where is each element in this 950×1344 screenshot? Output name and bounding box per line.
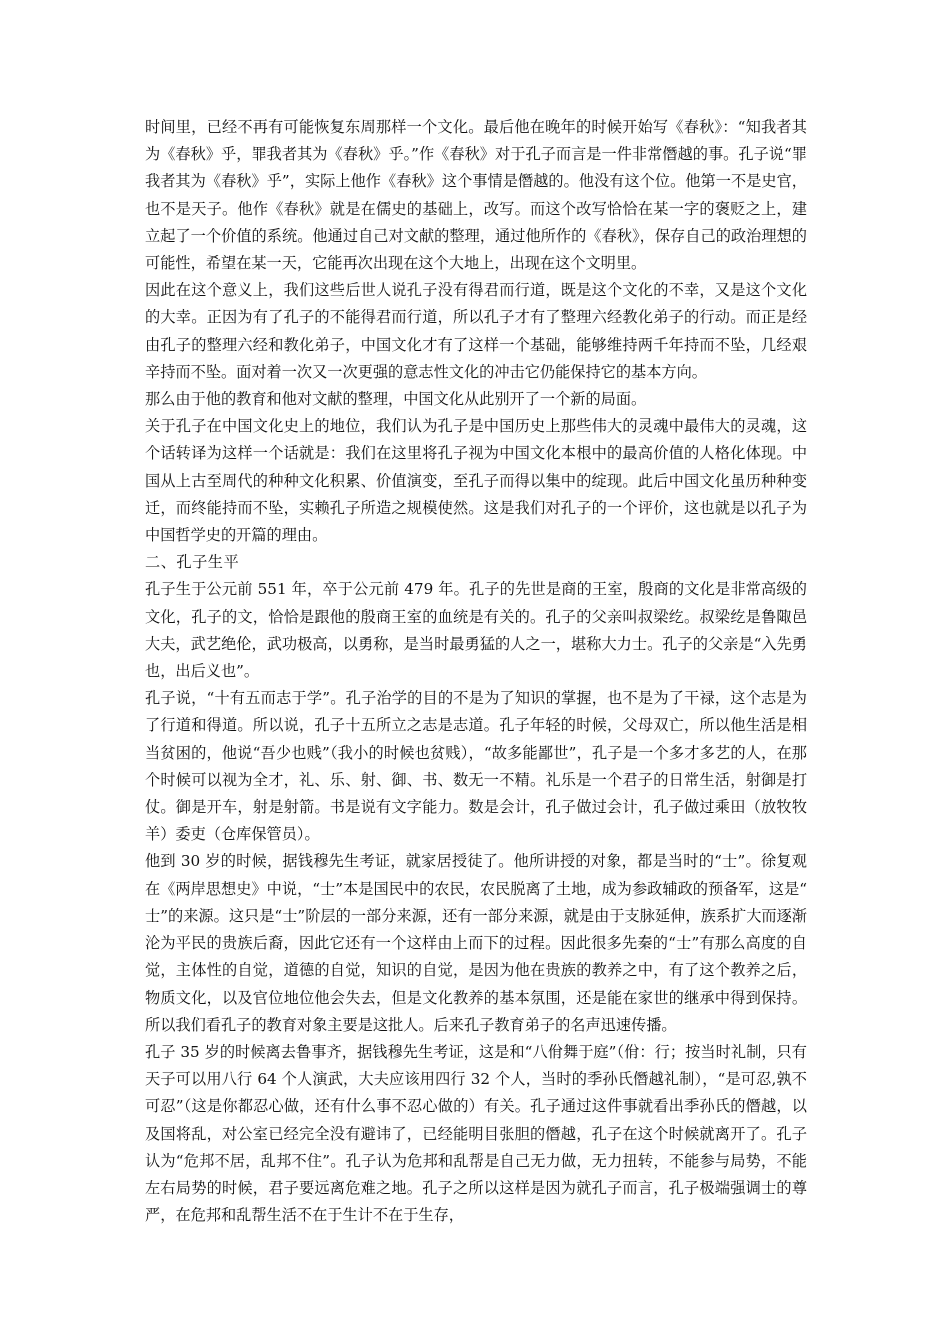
section-heading: 二、孔子生平 [145,553,240,572]
paragraph: 孔子说，“十有五而志于学”。孔子治学的目的不是为了知识的掌握，也不是为了干禄，这个志是为了行道和得道。所以说，孔子十五所立之志是志道。孔子年轻的时候，父母双亡，所以他生活是相当贫困的，他说“吾少也贱”（我小的时候也贫贱），“故多能鄙世”，孔子是一个多才多艺的人，在那个时候可以视为全才，礼、乐、射、御、书、数无一不精。礼乐是一个君子的日常生活，射御是打仗。御是开车，射是射箭。书是说有文字能力。数是会计，孔子做过会计，孔子做过乘田（放牧牧羊）委吏（仓库保管员）。 [145,689,807,844]
paragraph: 孔子生于公元前 551 年，卒于公元前 479 年。孔子的先世是商的王室，殷商的文化是非常高级的文化，孔子的文，恰恰是跟他的殷商王室的血统是有关的。孔子的父亲叫叔梁纥。叔梁纥是鲁陬邑大夫，武艺绝伦，武功极高，以勇称，是当时最勇猛的人之一，堪称大力士。孔子的父亲是“入先勇也，出后义也”。 [145,580,807,681]
paragraph: 因此在这个意义上，我们这些后世人说孔子没有得君而行道，既是这个文化的不幸，又是这个文化的大幸。正因为有了孔子的不能得君而行道，所以孔子才有了整理六经教化弟子的行动。而正是经由孔子的整理六经和教化弟子，中国文化才有了这样一个基础，能够维持两千年持而不坠，几经艰辛持而不坠。面对着一次又一次更强的意志性文化的冲击它仍能保持它的基本方向。 [145,281,807,381]
paragraph: 那么由于他的教育和他对文献的整理，中国文化从此别开了一个新的局面。 [145,390,647,409]
paragraph: 时间里，已经不再有可能恢复东周那样一个文化。最后他在晚年的时候开始写《春秋》：“知我者其为《春秋》乎，罪我者其为《春秋》乎。”作《春秋》对于孔子而言是一件非常僭越的事。孔子说“罪我者其为《春秋》乎”，实际上他作《春秋》这个事情是僭越的。他没有这个位。他第一不是史官，也不是天子。他作《春秋》就是在儒史的基础上，改写。而这个改写恰恰在某一字的褒贬之上，建立起了一个价值的系统。他通过自己对文献的整理，通过他所作的《春秋》，保存自己的政治理想的可能性，希望在某一天，它能再次出现在这个大地上，出现在这个文明里。 [145,118,807,273]
paragraph: 孔子 35 岁的时候离去鲁事齐，据钱穆先生考证，这是和“八佾舞于庭”（佾：行；按当时礼制，只有天子可以用八行 64 个人演武，大夫应该用四行 32 个人，当时的季孙氏僭越礼制），“是可忍,孰不可忍”（这是你都忍心做，还有什么事不忍心做的）有关。孔子通过这件事就看出季孙氏的僭越，以及国将乱，对公室已经完全没有避讳了，已经能明目张胆的僭越，孔子在这个时候就离开了。孔子认为“危邦不居，乱邦不住”。孔子认为危邦和乱帮是自己无力做，无力扭转，不能参与局势，不能左右局势的时候，君子要远离危难之地。孔子之所以这样是因为就孔子而言，孔子极端强调士的尊严，在危邦和乱帮生活不在于生计不在于生存， [145,1042,807,1225]
paragraph: 他到 30 岁的时候，据钱穆先生考证，就家居授徒了。他所讲授的对象，都是当时的“士”。徐复观在《两岸思想史》中说，“士”本是国民中的农民，农民脱离了土地，成为参政辅政的预备军，这是“士”的来源。这只是“士”阶层的一部分来源，还有一部分来源，就是由于支脉延伸，族系扩大而逐渐沦为平民的贵族后裔，因此它还有一个这样由上而下的过程。因此很多先秦的“士”有那么高度的自觉，主体性的自觉，道德的自觉，知识的自觉，是因为他在贵族的教养之中，有了这个教养之后，物质文化，以及官位地位他会失去，但是文化教养的基本氛围，还是能在家世的继承中得到保持。所以我们看孔子的教育对象主要是这批人。后来孔子教育弟子的名声迅速传播。 [145,852,807,1034]
paragraph: 关于孔子在中国文化史上的地位，我们认为孔子是中国历史上那些伟大的灵魂中最伟大的灵魂，这个话转译为这样一个话就是：我们在这里将孔子视为中国文化本根中的最高价值的人格化体现。中国从上古至周代的种种文化积累、价值演变，至孔子而得以集中的绽现。此后中国文化虽历种种变迁，而终能持而不坠，实赖孔子所造之规模使然。这是我们对孔子的一个评价，这也就是以孔子为中国哲学史的开篇的理由。 [145,417,807,545]
document-body [145,114,807,1229]
